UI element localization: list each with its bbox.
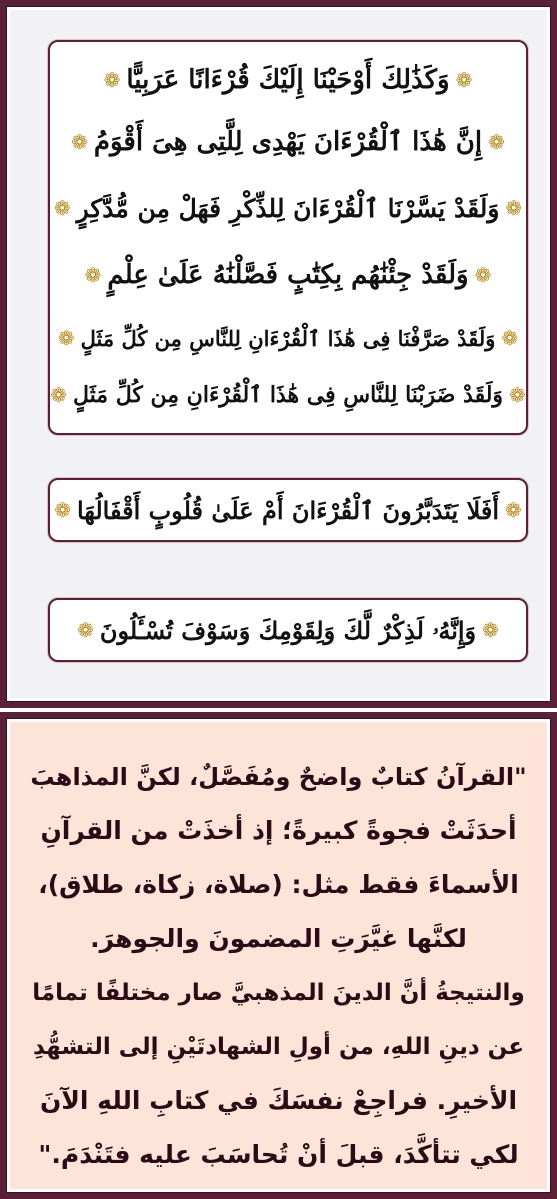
commentary-panel bbox=[0, 712, 557, 1199]
commentary-line: "القرآنُ كتابٌ واضحٌ ومُفَصَّلٌ، لكنَّ المذاهبَ bbox=[30, 763, 527, 791]
ornament-icon: ❁ bbox=[509, 383, 526, 407]
ornament-icon: ❁ bbox=[103, 68, 121, 92]
ornament-icon: ❁ bbox=[474, 263, 492, 287]
verse-line bbox=[50, 602, 526, 658]
verses-panel-inner bbox=[7, 7, 550, 701]
verse-line bbox=[50, 114, 526, 170]
verse-text: وَكَذَٰلِكَ أَوْحَيْنَا إِلَيْكَ قُرْءَانًا عَرَبِيًّا bbox=[126, 65, 450, 95]
commentary-line: لكي تتأكَّدَ، قبلَ أنْ تُحاسَبَ عليه فتَنْدَمَ." bbox=[38, 1140, 519, 1169]
verse-text: وَلَقَدْ جِئْنَٰهُم بِكِتَٰبٍ فَصَّلْنَٰهُ عَلَىٰ عِلْمٍ bbox=[107, 260, 469, 290]
verse-line bbox=[50, 367, 526, 423]
commentary-text bbox=[28, 750, 529, 1182]
commentary-panel-inner bbox=[7, 719, 550, 1192]
commentary-line: أحدَثَتْ فجوةً كبيرةً؛ إذ أخذَتْ من القرآنِ bbox=[40, 816, 517, 845]
commentary-line: الأسماءَ فقط مثل: (صلاة، زكاة، طلاق)، bbox=[38, 870, 519, 899]
verse-line bbox=[50, 180, 526, 236]
ornament-icon: ❁ bbox=[505, 196, 523, 220]
ornament-icon: ❁ bbox=[57, 326, 75, 350]
ornament-icon: ❁ bbox=[71, 130, 88, 154]
verses-box bbox=[48, 40, 528, 435]
verse-text: وَلَقَدْ يَسَّرْنَا ٱلْقُرْءَانَ لِلذِّكْرِ فَهَلْ مِن مُّدَّكِرٍ bbox=[76, 193, 500, 223]
verse-text: وَإِنَّهُۥ لَذِكْرٌ لَّكَ وَلِقَوْمِكَ وَسَوْفَ تُسْـَٔلُونَ bbox=[99, 615, 477, 645]
ornament-icon: ❁ bbox=[84, 263, 102, 287]
ornament-icon: ❁ bbox=[50, 383, 67, 407]
verse-text: وَلَقَدْ صَرَّفْنَا فِى هَٰذَا ٱلْقُرْءَانِ لِلنَّاسِ مِن كُلِّ مَثَلٍ bbox=[80, 325, 496, 351]
ornament-icon: ❁ bbox=[482, 618, 499, 642]
ornament-icon: ❁ bbox=[455, 68, 473, 92]
ornament-icon: ❁ bbox=[77, 618, 94, 642]
verse-line bbox=[50, 52, 526, 108]
verse-line bbox=[50, 482, 526, 538]
verse-line bbox=[50, 247, 526, 303]
commentary-line: عن دينِ اللهِ، من أولِ الشهادتَيْنِ إلى التشهُّدِ bbox=[32, 1034, 525, 1060]
verse-text: وَلَقَدْ ضَرَبْنَا لِلنَّاسِ فِى هَٰذَا ٱلْقُرْءَانِ مِن كُلِّ مَثَلٍ bbox=[72, 382, 504, 408]
ornament-icon: ❁ bbox=[505, 498, 522, 522]
verse-box bbox=[48, 598, 528, 662]
commentary-line: والنتيجةُ أنَّ الدينَ المذهبيَّ صار مختلفًا تمامًا bbox=[32, 980, 525, 1006]
verse-line bbox=[50, 310, 526, 366]
ornament-icon: ❁ bbox=[501, 326, 519, 350]
ornament-icon: ❁ bbox=[488, 130, 505, 154]
commentary-line: الأخيرِ. فراجِعْ نفسَكَ في كتابِ اللهِ الآنَ bbox=[39, 1086, 518, 1115]
verse-text: إِنَّ هَٰذَا ٱلْقُرْءَانَ يَهْدِى لِلَّتِى هِىَ أَقْوَمُ bbox=[93, 127, 483, 157]
commentary-line: لكنَّها غيَّرَتِ المضمونَ والجوهرَ. bbox=[90, 924, 467, 953]
ornament-icon: ❁ bbox=[54, 498, 71, 522]
verse-text: أَفَلَا يَتَدَبَّرُونَ ٱلْقُرْءَانَ أَمْ عَلَىٰ قُلُوبٍ أَقْفَالُهَا bbox=[76, 495, 500, 525]
ornament-icon: ❁ bbox=[53, 196, 71, 220]
verse-box bbox=[48, 478, 528, 542]
